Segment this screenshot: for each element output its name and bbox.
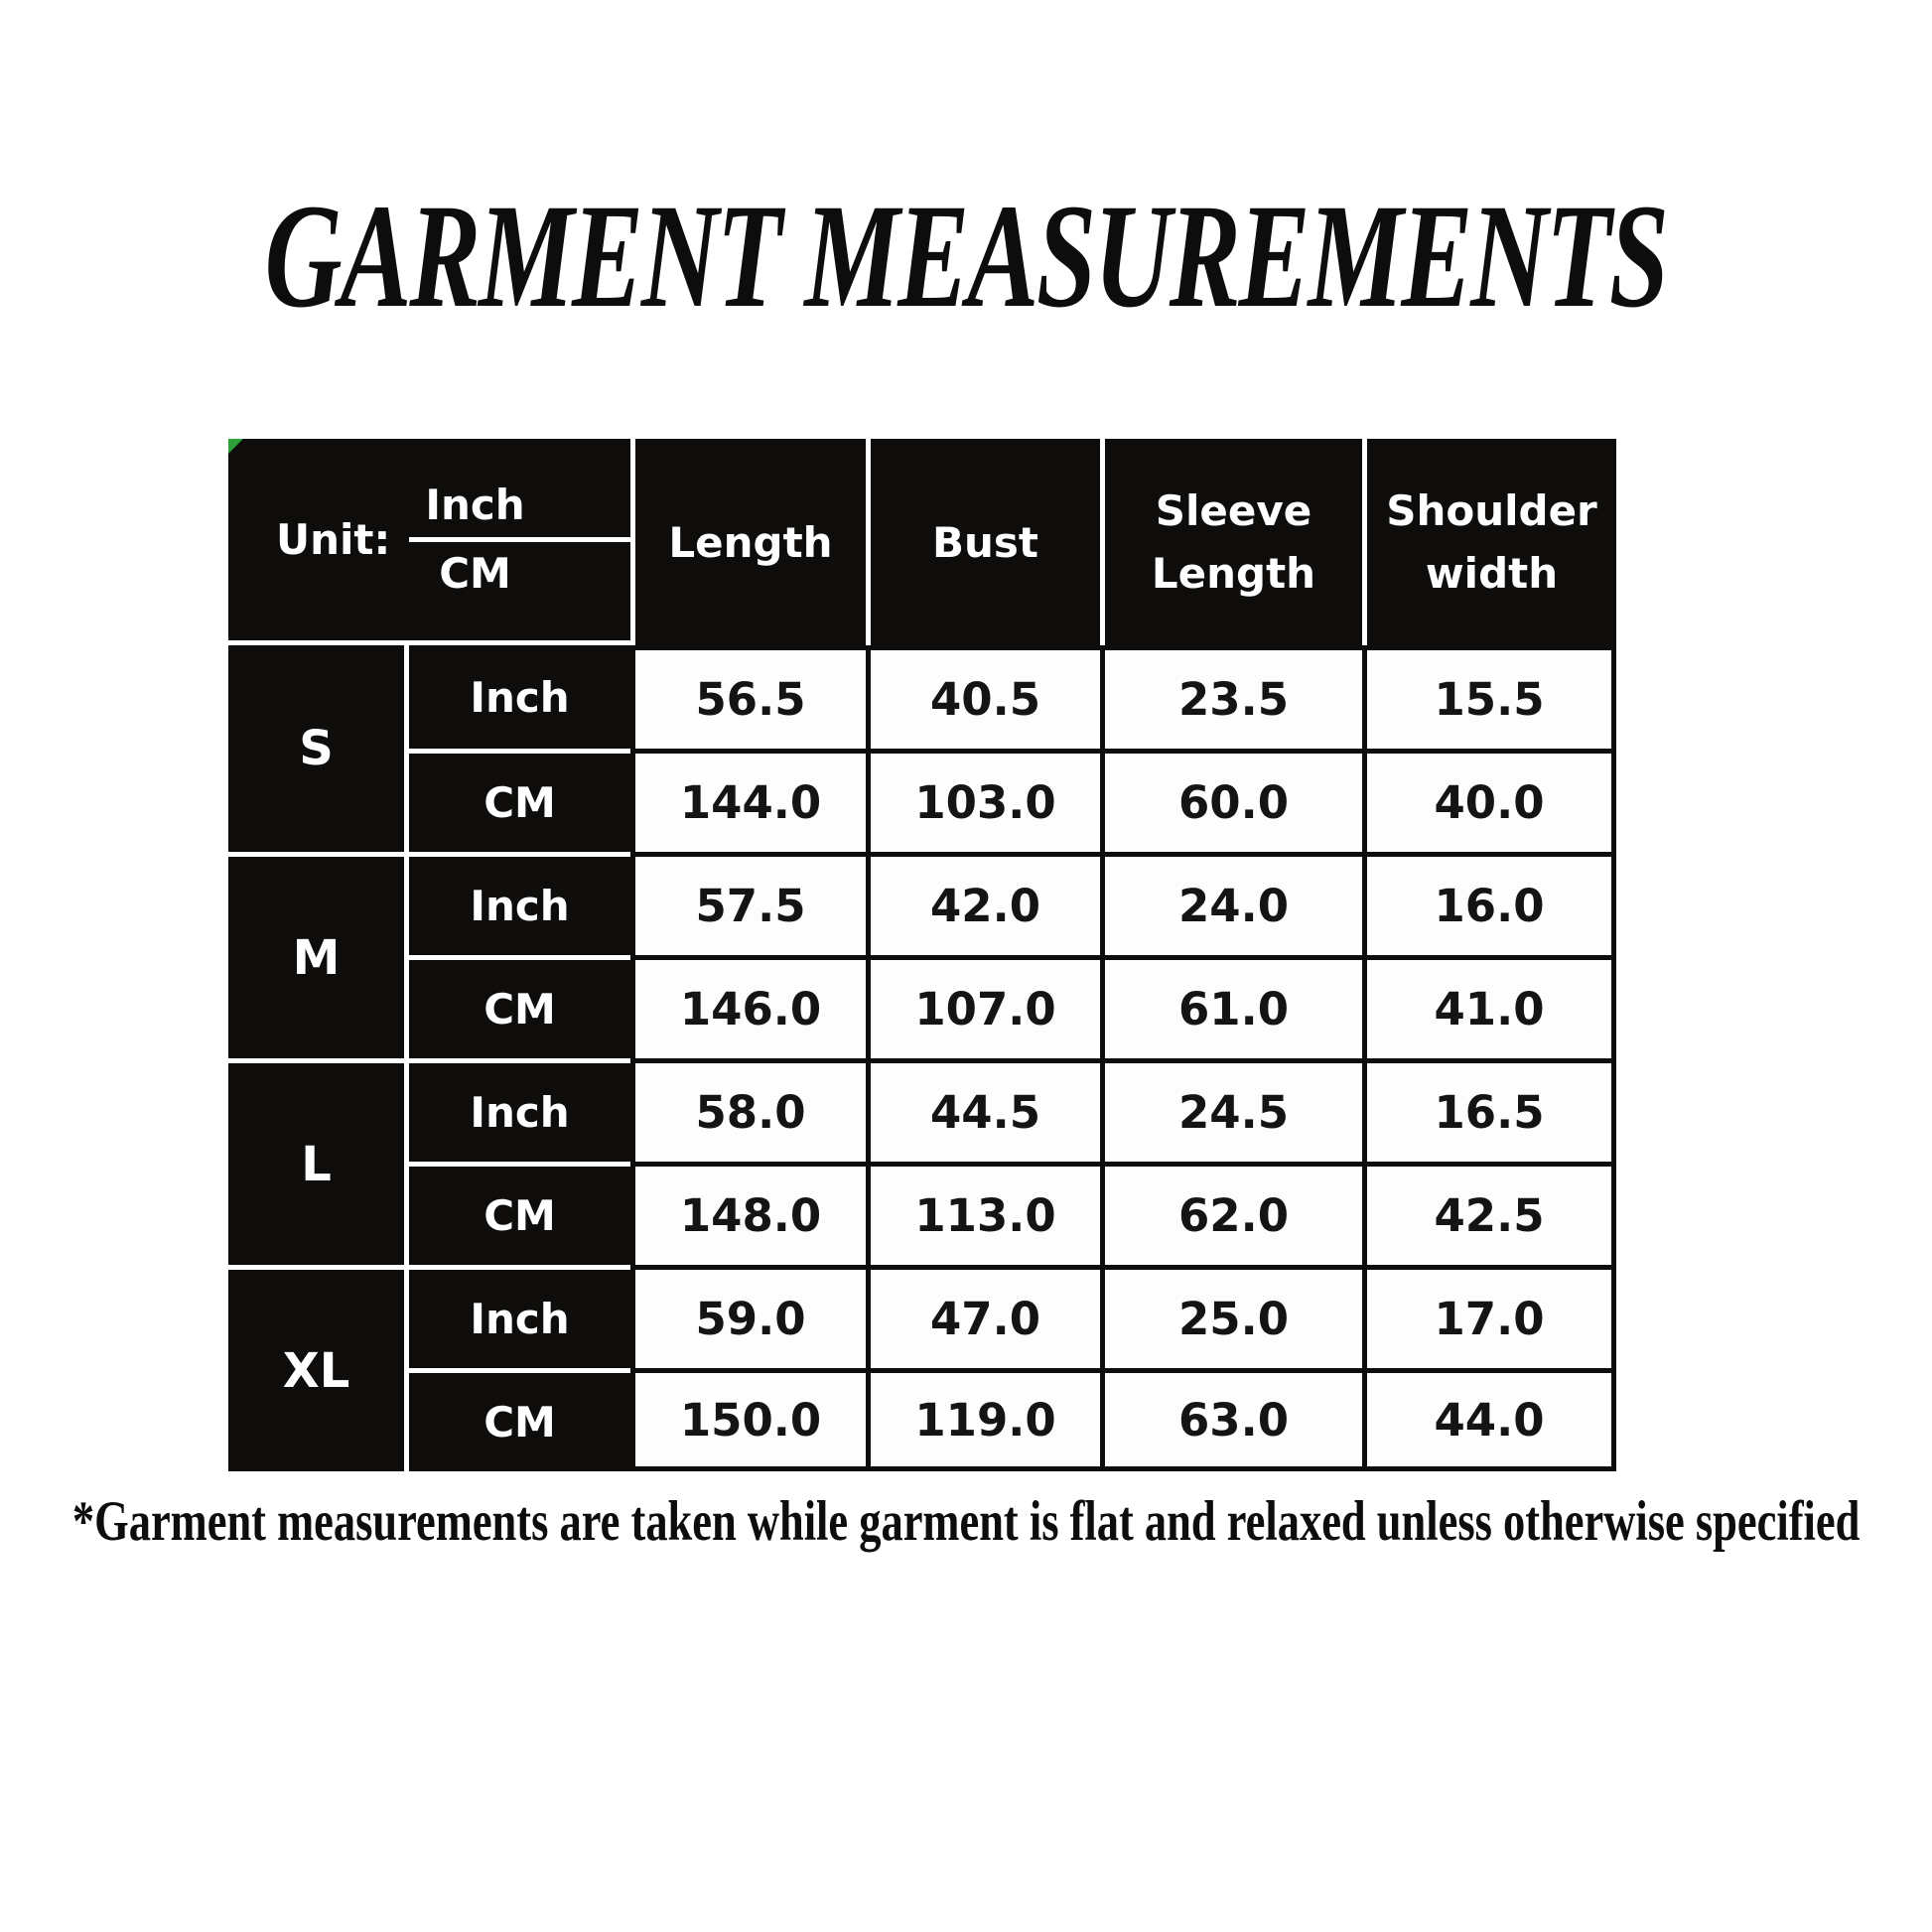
measurement-cell: 148.0 xyxy=(630,1162,866,1265)
size-cell-xl: XL xyxy=(228,1265,409,1471)
measurement-cell: 103.0 xyxy=(866,749,1100,852)
measurement-cell: 25.0 xyxy=(1100,1265,1362,1368)
measurement-cell: 44.5 xyxy=(866,1058,1100,1162)
size-chart-table xyxy=(228,439,1616,1471)
unit-fraction xyxy=(409,480,630,598)
measurement-cell: 61.0 xyxy=(1100,955,1362,1058)
title-row xyxy=(0,174,1932,339)
measurement-cell: 16.0 xyxy=(1362,852,1616,955)
measurement-cell: 17.0 xyxy=(1362,1265,1616,1368)
measurement-cell: 15.5 xyxy=(1362,645,1616,749)
measurement-cell: 44.0 xyxy=(1362,1368,1616,1471)
measurement-cell: 42.0 xyxy=(866,852,1100,955)
row-unit-label: Inch xyxy=(409,1265,630,1368)
row-unit-label: CM xyxy=(409,1162,630,1265)
footnote: *Garment measurements are taken while garment is flat and relaxed unless otherwise specified xyxy=(71,1490,1861,1553)
measurement-cell: 47.0 xyxy=(866,1265,1100,1368)
measurement-cell: 40.0 xyxy=(1362,749,1616,852)
measurement-cell: 24.5 xyxy=(1100,1058,1362,1162)
row-unit-label: Inch xyxy=(409,1058,630,1162)
measurement-cell: 107.0 xyxy=(866,955,1100,1058)
row-unit-label: CM xyxy=(409,1368,630,1471)
unit-header-cell xyxy=(228,439,630,645)
measurement-cell: 42.5 xyxy=(1362,1162,1616,1265)
measurement-cell: 59.0 xyxy=(630,1265,866,1368)
measurement-cell: 24.0 xyxy=(1100,852,1362,955)
column-header-sleeve-length: Sleeve Length xyxy=(1100,439,1362,645)
size-cell-s: S xyxy=(228,645,409,852)
measurement-cell: 60.0 xyxy=(1100,749,1362,852)
size-cell-l: L xyxy=(228,1058,409,1265)
measurement-cell: 57.5 xyxy=(630,852,866,955)
unit-label: Unit: xyxy=(276,515,391,564)
measurement-cell: 63.0 xyxy=(1100,1368,1362,1471)
measurement-cell: 16.5 xyxy=(1362,1058,1616,1162)
row-unit-label: CM xyxy=(409,955,630,1058)
measurement-cell: 62.0 xyxy=(1100,1162,1362,1265)
measurement-cell: 119.0 xyxy=(866,1368,1100,1471)
footnote-row xyxy=(0,1488,1932,1556)
row-unit-label: Inch xyxy=(409,645,630,749)
measurement-cell: 150.0 xyxy=(630,1368,866,1471)
measurement-cell: 146.0 xyxy=(630,955,866,1058)
unit-fraction-cm: CM xyxy=(439,549,511,598)
measurement-cell: 113.0 xyxy=(866,1162,1100,1265)
column-header-bust: Bust xyxy=(866,439,1100,645)
measurement-cell: 58.0 xyxy=(630,1058,866,1162)
column-header-shoulder-width: Shoulder width xyxy=(1362,439,1616,645)
row-unit-label: Inch xyxy=(409,852,630,955)
measurement-cell: 56.5 xyxy=(630,645,866,749)
unit-fraction-inch: Inch xyxy=(425,480,525,529)
measurement-cell: 41.0 xyxy=(1362,955,1616,1058)
excel-corner-marker-icon xyxy=(228,439,243,454)
page-title: GARMENT MEASUREMENTS xyxy=(264,174,1668,339)
size-cell-m: M xyxy=(228,852,409,1058)
column-header-length: Length xyxy=(630,439,866,645)
measurement-cell: 40.5 xyxy=(866,645,1100,749)
row-unit-label: CM xyxy=(409,749,630,852)
measurement-cell: 23.5 xyxy=(1100,645,1362,749)
measurement-cell: 144.0 xyxy=(630,749,866,852)
